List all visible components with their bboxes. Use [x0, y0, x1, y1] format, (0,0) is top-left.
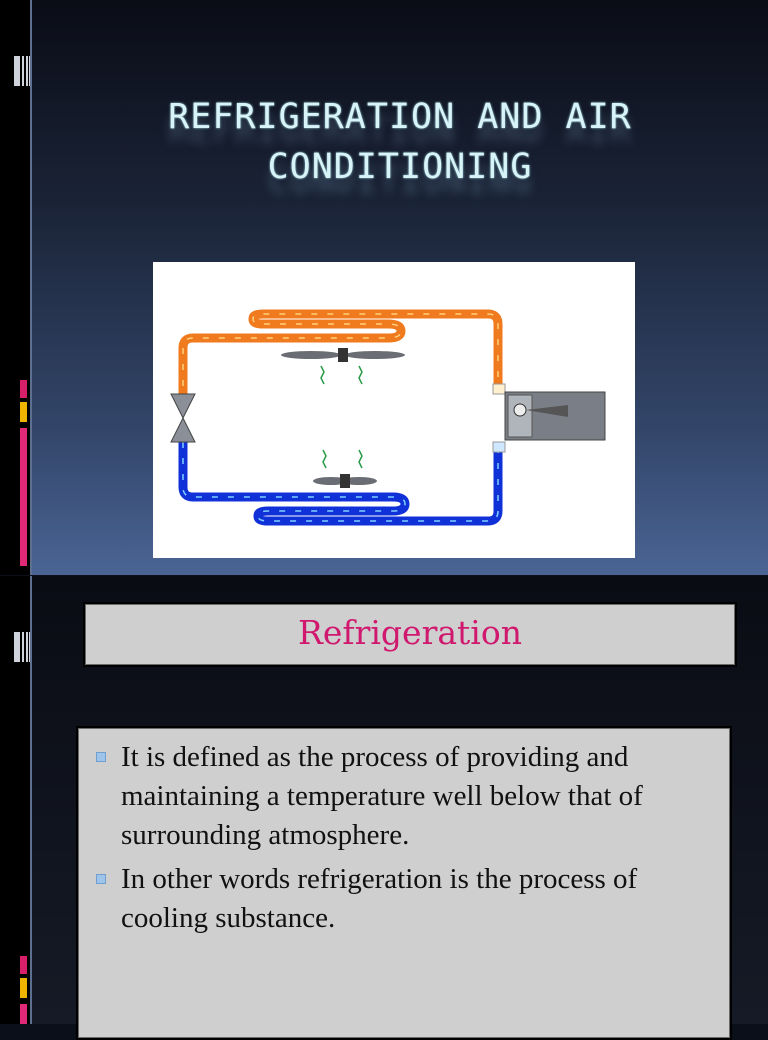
list-item	[94, 738, 720, 855]
slide-heading: Refrigeration	[298, 613, 522, 652]
compressor-icon	[493, 384, 605, 452]
expansion-valve-icon	[171, 394, 195, 442]
bullet-icon	[96, 752, 106, 762]
title-line-2: CONDITIONING	[267, 147, 533, 187]
pink-accent-strip	[20, 380, 27, 398]
yellow-accent-strip	[20, 402, 27, 422]
magenta-accent-strip	[20, 428, 27, 566]
bullet-text: It is defined as the process of providing and maintaining a temperature well below that of surrounding atmosphere.	[121, 741, 643, 851]
decorative-bars-icon	[14, 632, 30, 662]
content-box	[76, 726, 732, 1040]
bullet-list	[94, 738, 720, 943]
magenta-accent-strip	[20, 1004, 27, 1024]
left-divider-rule	[30, 576, 32, 1024]
bullet-icon	[96, 874, 106, 884]
left-divider-rule	[30, 0, 32, 575]
slide-title	[32, 92, 768, 192]
evaporator-fan-icon	[313, 450, 377, 488]
decorative-bars-icon	[14, 56, 30, 86]
cycle-diagram-svg	[153, 262, 635, 558]
pink-accent-strip	[20, 956, 27, 974]
title-line-1: REFRIGERATION AND AIR	[168, 97, 632, 137]
heading-box	[83, 602, 737, 667]
bullet-text: In other words refrigeration is the process of cooling substance.	[121, 863, 638, 934]
condenser-fan-icon	[281, 348, 405, 384]
yellow-accent-strip	[20, 978, 27, 998]
list-item	[94, 860, 720, 938]
refrigeration-cycle-diagram	[153, 262, 635, 558]
